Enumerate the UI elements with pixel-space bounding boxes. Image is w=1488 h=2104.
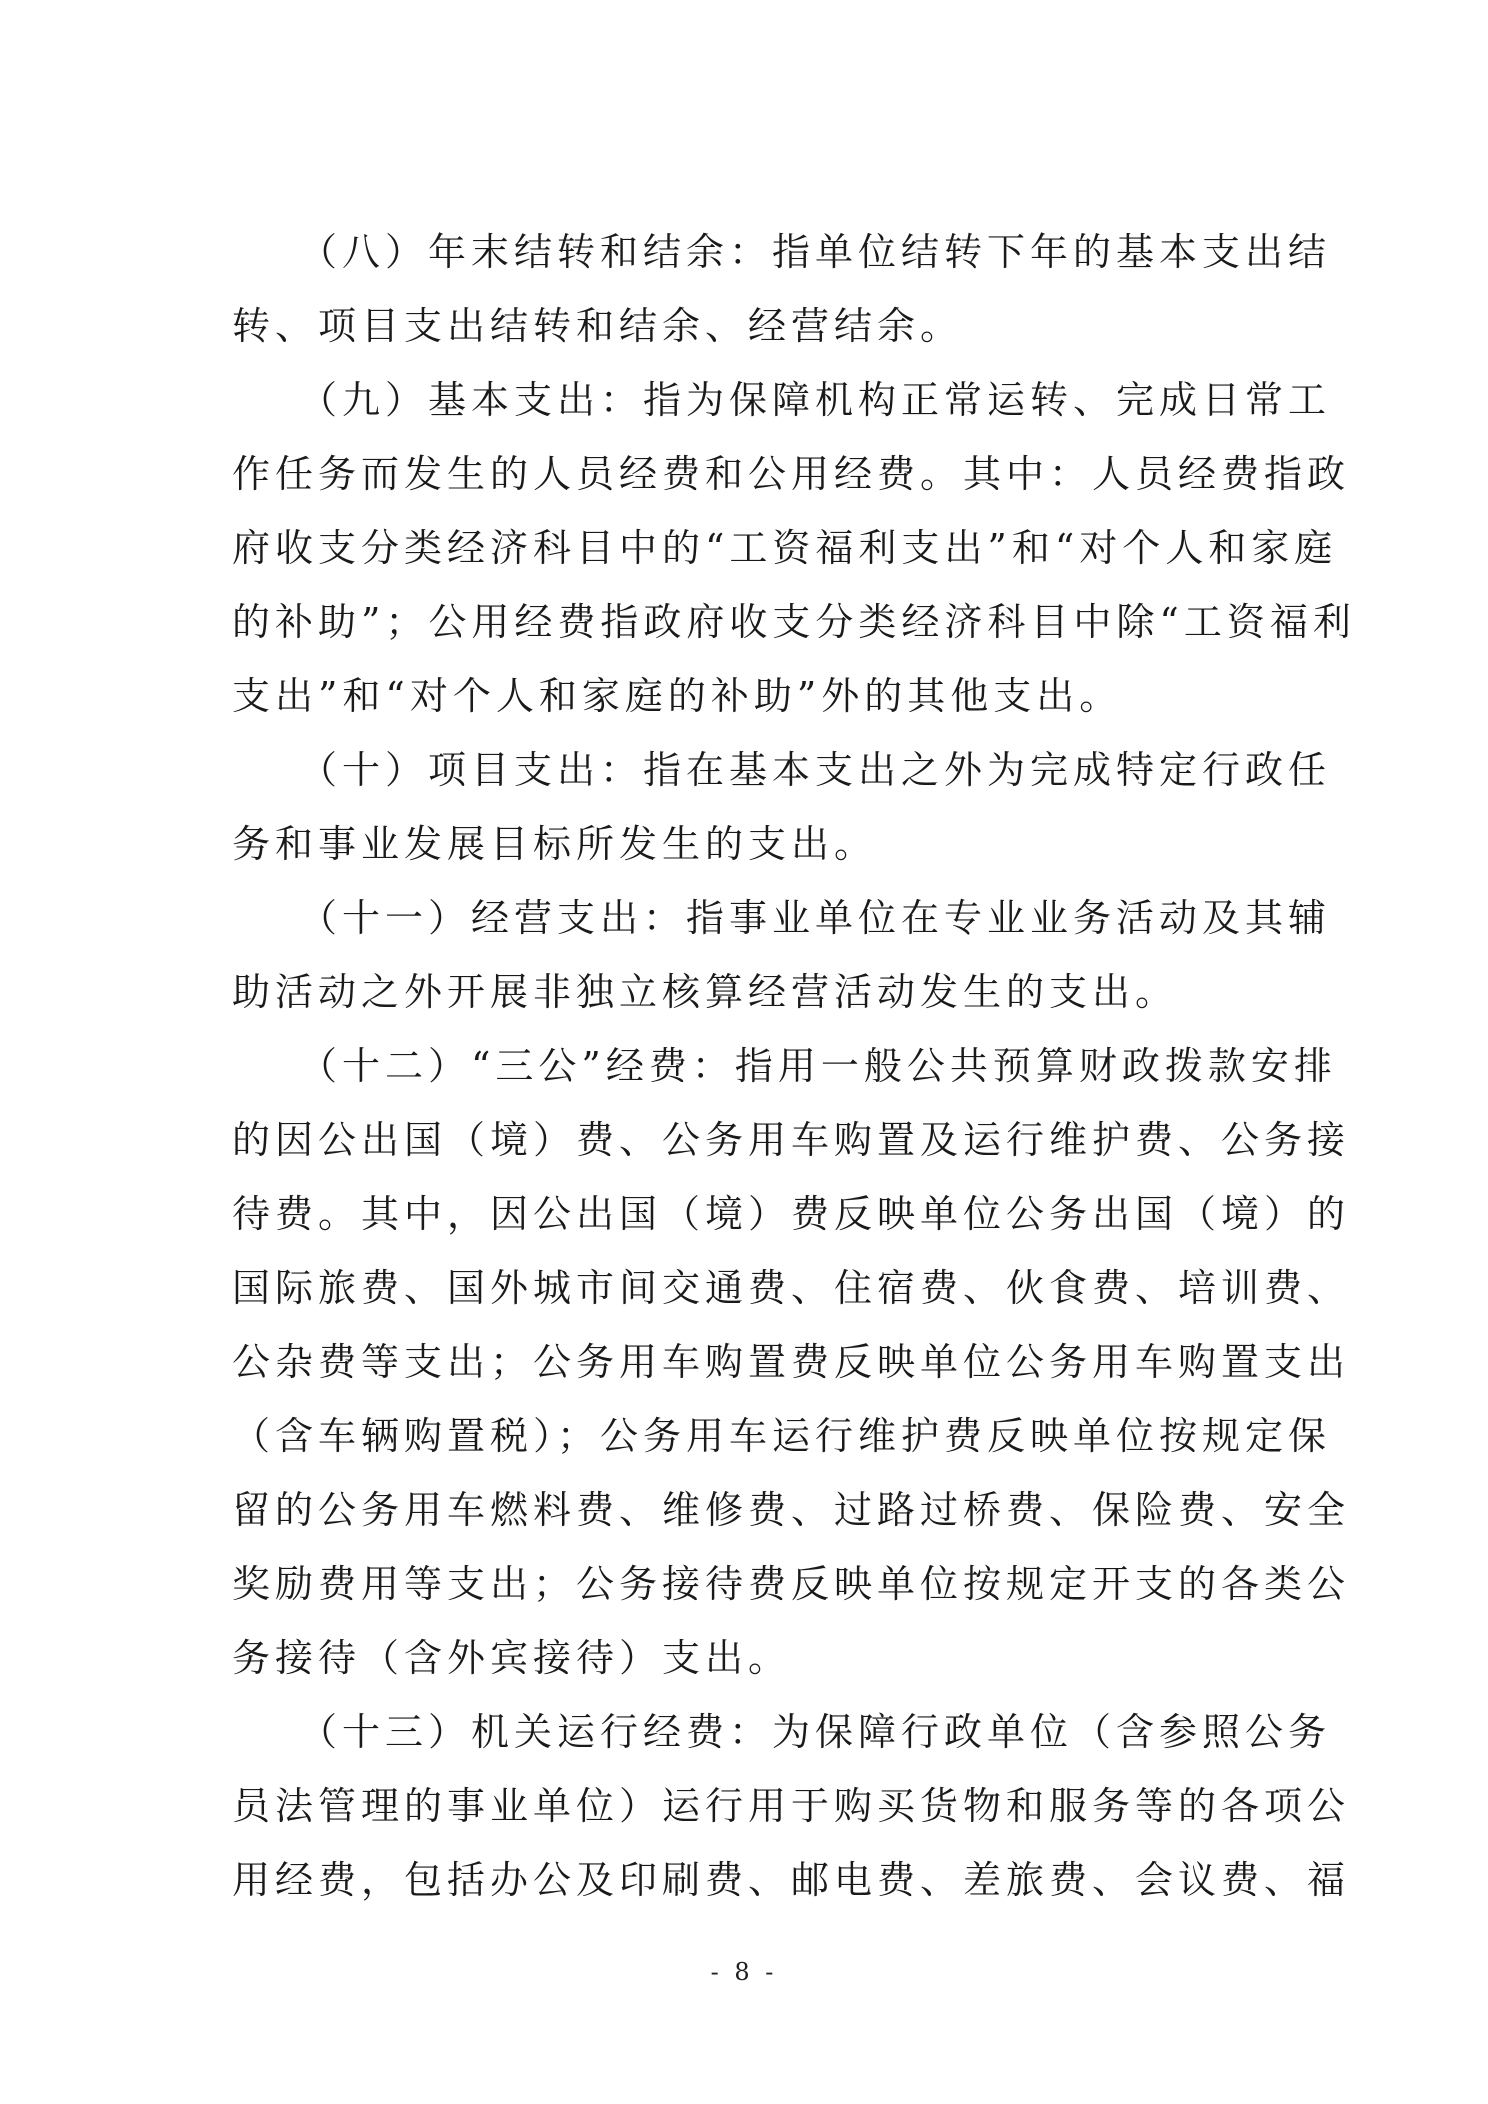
text-line: （十一）经营支出：指事业单位在专业业务活动及其辅 [232, 896, 1332, 940]
text-line: 的补助”；公用经费指政府收支分类经济科目中除“工资福利 [232, 600, 1356, 644]
text-line: （八）年末结转和结余：指单位结转下年的基本支出结 [232, 230, 1332, 274]
text-line: 用经费，包括办公及印刷费、邮电费、差旅费、会议费、福 [232, 1858, 1351, 1902]
text-line: 助活动之外开展非独立核算经营活动发生的支出。 [232, 970, 1179, 1014]
text-line: （十三）机关运行经费：为保障行政单位（含参照公务 [232, 1710, 1332, 1754]
body-text [232, 215, 1356, 1917]
text-line: 务和事业发展目标所发生的支出。 [232, 822, 878, 866]
text-line: 奖励费用等支出；公务接待费反映单位按规定开支的各类公 [232, 1562, 1351, 1606]
text-line: 的因公出国（境）费、公务用车购置及运行维护费、公务接 [232, 1118, 1351, 1162]
text-line: 国际旅费、国外城市间交通费、住宿费、伙食费、培训费、 [232, 1266, 1351, 1310]
text-line: 公杂费等支出；公务用车购置费反映单位公务用车购置支出 [232, 1340, 1351, 1384]
page-number: - 8 - [710, 1958, 778, 1986]
text-line: 待费。其中，因公出国（境）费反映单位公务出国（境）的 [232, 1192, 1351, 1236]
text-line: 作任务而发生的人员经费和公用经费。其中：人员经费指政 [232, 452, 1351, 496]
text-line: （十）项目支出：指在基本支出之外为完成特定行政任 [232, 748, 1332, 792]
text-line: 转、项目支出结转和结余、经营结余。 [232, 304, 964, 348]
text-line: 员法管理的事业单位）运行用于购买货物和服务等的各项公 [232, 1784, 1351, 1828]
text-line: （十二）“三公”经费：指用一般公共预算财政拨款安排 [232, 1044, 1337, 1088]
text-line: 留的公务用车燃料费、维修费、过路过桥费、保险费、安全 [232, 1488, 1351, 1532]
text-line: （含车辆购置税）；公务用车运行维护费反映单位按规定保 [232, 1414, 1332, 1458]
text-line: （九）基本支出：指为保障机构正常运转、完成日常工 [232, 378, 1332, 422]
text-line: 府收支分类经济科目中的“工资福利支出”和“对个人和家庭 [232, 526, 1338, 570]
text-line: 支出”和“对个人和家庭的补助”外的其他支出。 [232, 674, 1123, 718]
text-line: 务接待（含外宾接待）支出。 [232, 1636, 792, 1680]
